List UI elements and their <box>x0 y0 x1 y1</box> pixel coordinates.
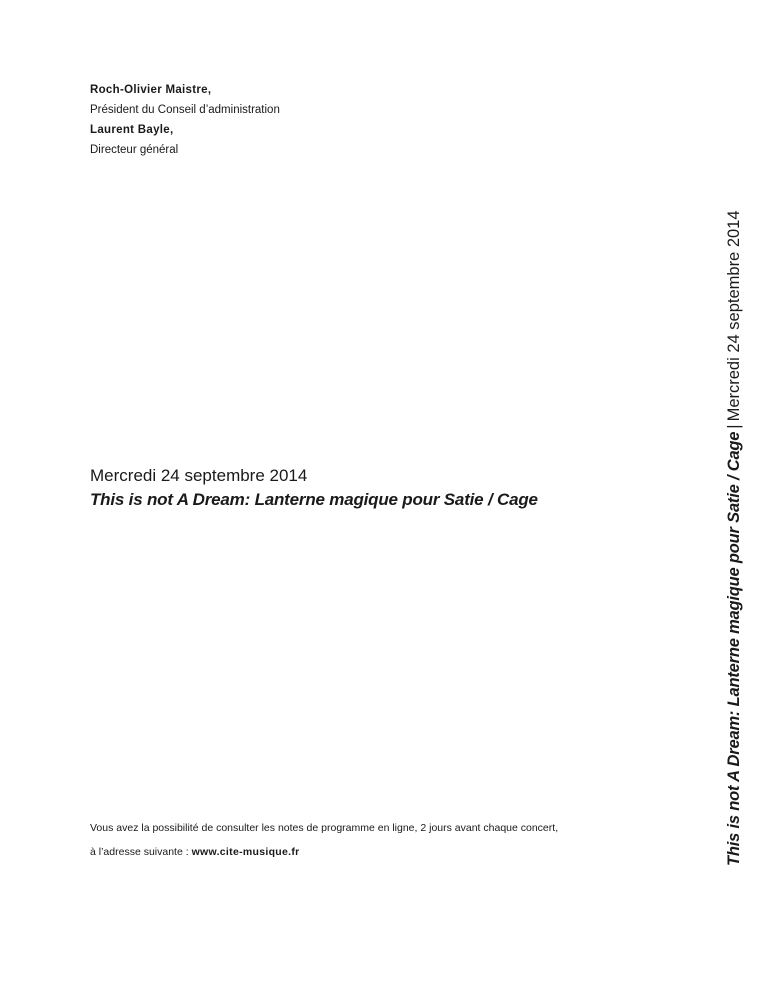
spine-title: This is not A Dream: Lanterne magique pour Satie / Cage <box>725 431 743 866</box>
spine-separator: | <box>725 424 743 429</box>
director-role: Directeur général <box>90 144 179 156</box>
online-notes-line1: Vous avez la possibilité de consulter les notes de programme en ligne, 2 jours avant chaque concert, <box>90 822 559 834</box>
credits-block <box>90 80 280 160</box>
concert-title: This is not A Dream: Lanterne magique pour Satie / Cage <box>90 490 538 509</box>
website-link[interactable]: www.cite-musique.fr <box>191 846 300 858</box>
spine-text <box>722 156 746 866</box>
concert-date: Mercredi 24 septembre 2014 <box>90 466 308 485</box>
online-notes <box>90 816 558 864</box>
online-notes-line2 <box>90 840 558 864</box>
president-role: Président du Conseil d’administration <box>90 104 280 116</box>
director-name: Laurent Bayle, <box>90 124 174 136</box>
concert-heading <box>90 464 538 512</box>
spine-date: Mercredi 24 septembre 2014 <box>725 210 743 422</box>
online-notes-prefix: à l’adresse suivante : <box>90 846 192 858</box>
president-name: Roch-Olivier Maistre, <box>90 84 212 96</box>
